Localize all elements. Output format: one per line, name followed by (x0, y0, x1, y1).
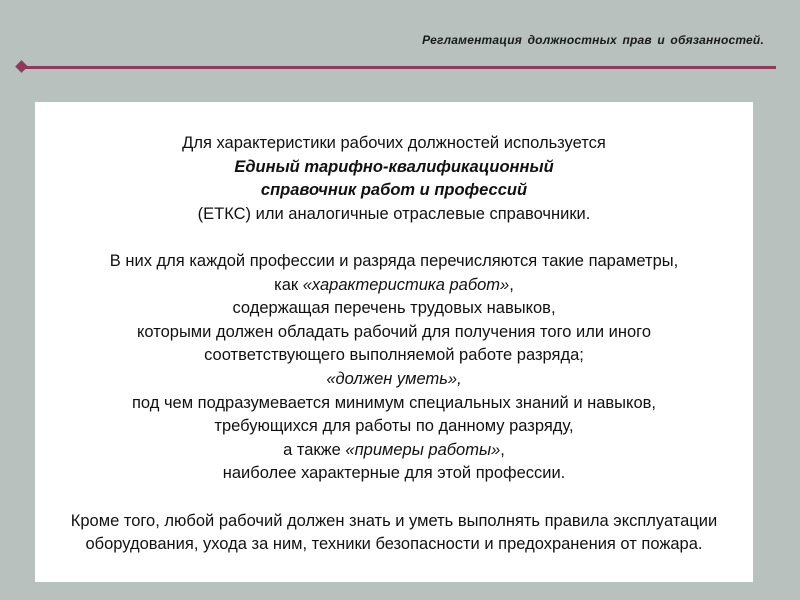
text-line: соответствующего выполняемой работе разряда; (204, 346, 584, 365)
text-line: оборудования, ухода за ним, техники безопасности и предохранения от пожара. (85, 535, 703, 554)
text-fragment: как (274, 275, 303, 294)
text-line: которыми должен обладать рабочий для получения того или иного (137, 322, 651, 341)
text-line (35, 274, 753, 298)
text-line: Для характеристики рабочих должностей используется (182, 134, 606, 152)
text-line-italic: «должен уметь», (326, 369, 462, 388)
diamond-bullet-icon (15, 60, 28, 73)
text-line: В них для каждой профессии и разряда перечисляются такие параметры, (109, 251, 679, 270)
text-fragment: , (509, 275, 514, 294)
text-line: под чем подразумевается минимум специальных знаний и навыков, (132, 393, 656, 412)
text-line: наиболее характерные для этой профессии. (222, 464, 566, 483)
text-fragment-italic: «характеристика работ» (302, 275, 510, 294)
text-line-emphasis: Единый тарифно-квалификационный (234, 157, 554, 176)
text-fragment-italic: «примеры работы» (345, 440, 501, 459)
header-divider (20, 66, 776, 69)
paragraph-spacer (35, 226, 753, 250)
text-line: (ЕТКС) или аналогичные отраслевые справочники. (197, 204, 591, 223)
text-line-emphasis: справочник работ и профессий (260, 181, 528, 200)
slide-title: Регламентация должностных прав и обязанностей. (422, 33, 764, 47)
text-line: требующихся для работы по данному разряду, (214, 417, 574, 436)
paragraph-spacer (35, 486, 753, 510)
text-line: Кроме того, любой рабочий должен знать и уметь выполнять правила эксплуатации (70, 511, 718, 530)
text-fragment: , (500, 440, 505, 459)
text-fragment: а также (283, 440, 346, 459)
text-line (35, 439, 753, 463)
text-line: содержащая перечень трудовых навыков, (232, 299, 556, 318)
content-panel (35, 102, 753, 582)
